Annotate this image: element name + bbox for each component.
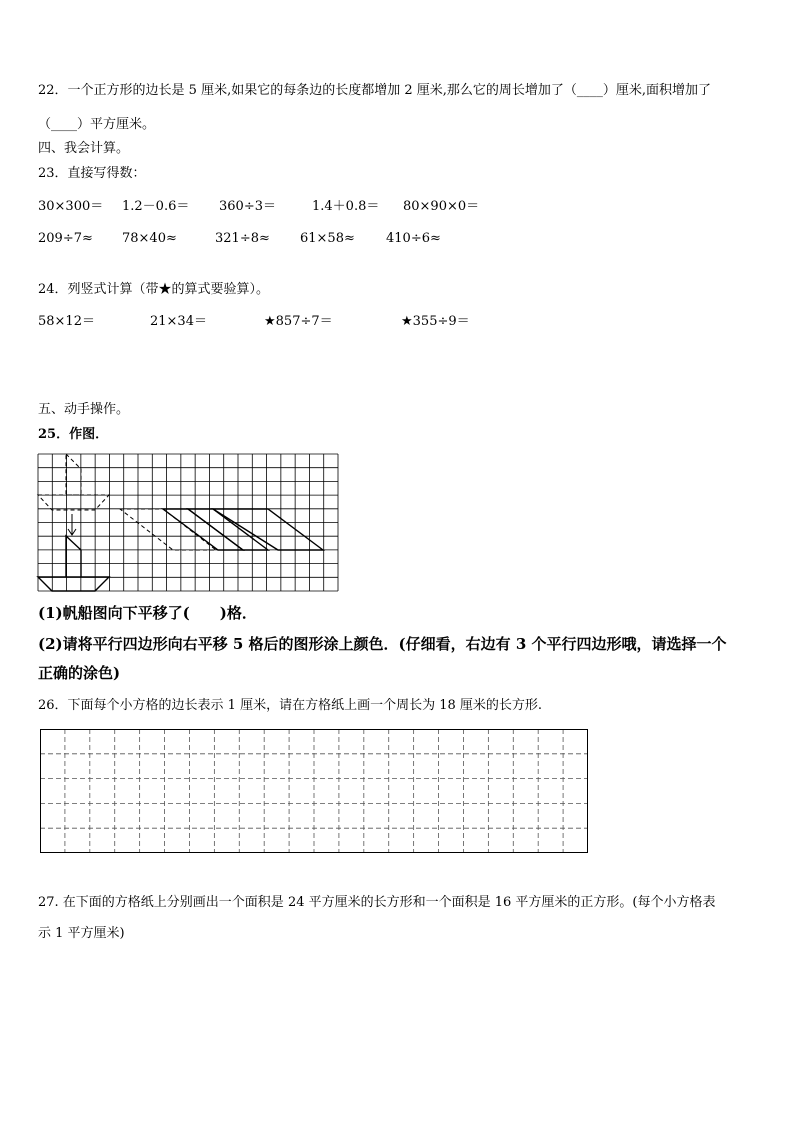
q26-title: 26．下面每个小方格的边长表示 1 厘米，请在方格纸上画一个周长为 18 厘米的长方形. [38,698,543,713]
q23-r1-c4: 1.4＋0.8＝ [312,199,380,214]
q23-r2-c1: 209÷7≈ [38,231,93,246]
q23-r2-c2: 78×40≈ [122,231,177,246]
q24-title: 24．列竖式计算（带★的算式要验算）。 [38,282,270,297]
parallelogram-option-3 [213,509,323,550]
sailboat-dashed [38,454,109,510]
q25-title: 25．作图． [38,427,109,442]
q22-line2: （____）平方厘米。 [38,117,156,132]
parallelogram-dashed [120,509,216,550]
q23-r2-c4: 61×58≈ [300,231,355,246]
section-4-heading: 四、我会计算。 [38,141,130,156]
q25-sub2-line1: (2)请将平行四边形向右平移 5 格后的图形涂上颜色．(仔细看，右边有 3 个平行四边形哦，请选择一个 [38,635,727,653]
q23-r1-c2: 1.2－0.6＝ [122,199,190,214]
q25-sub1: (1)帆船图向下平移了( )格． [38,604,257,622]
q24-item-1: 58×12＝ [38,314,95,329]
q26-grid-paper[interactable] [40,729,588,853]
q23-r2-c3: 321÷8≈ [215,231,270,246]
q25-sub2-line2: 正确的涂色) [38,664,121,682]
q24-item-4: ★355÷9＝ [401,314,470,329]
parallelogram-option-2 [188,509,268,550]
q23-r1-c3: 360÷3＝ [219,199,276,214]
q23-r1-c1: 30×300＝ [38,199,104,214]
q27-line1: 27. 在下面的方格纸上分别画出一个面积是 24 平方厘米的长方形和一个面积是 16 平方厘米的正方形。(每个小方格表 [38,895,716,910]
q23-r2-c5: 410÷6≈ [386,231,441,246]
section-5-heading: 五、动手操作。 [38,402,130,417]
q23-title: 23．直接写得数： [38,166,146,181]
q25-grid-figure [38,454,338,591]
q23-r1-c5: 80×90×0＝ [403,199,480,214]
q24-item-3: ★857÷7＝ [264,314,333,329]
q22-line1: 22．一个正方形的边长是 5 厘米,如果它的每条边的长度都增加 2 厘米,那么它的周长增加了（____）厘米,面积增加了 [38,83,712,98]
q27-line2: 示 1 平方厘米) [38,926,125,941]
q24-item-2: 21×34＝ [150,314,207,329]
parallelogram-option-1 [163,509,243,550]
